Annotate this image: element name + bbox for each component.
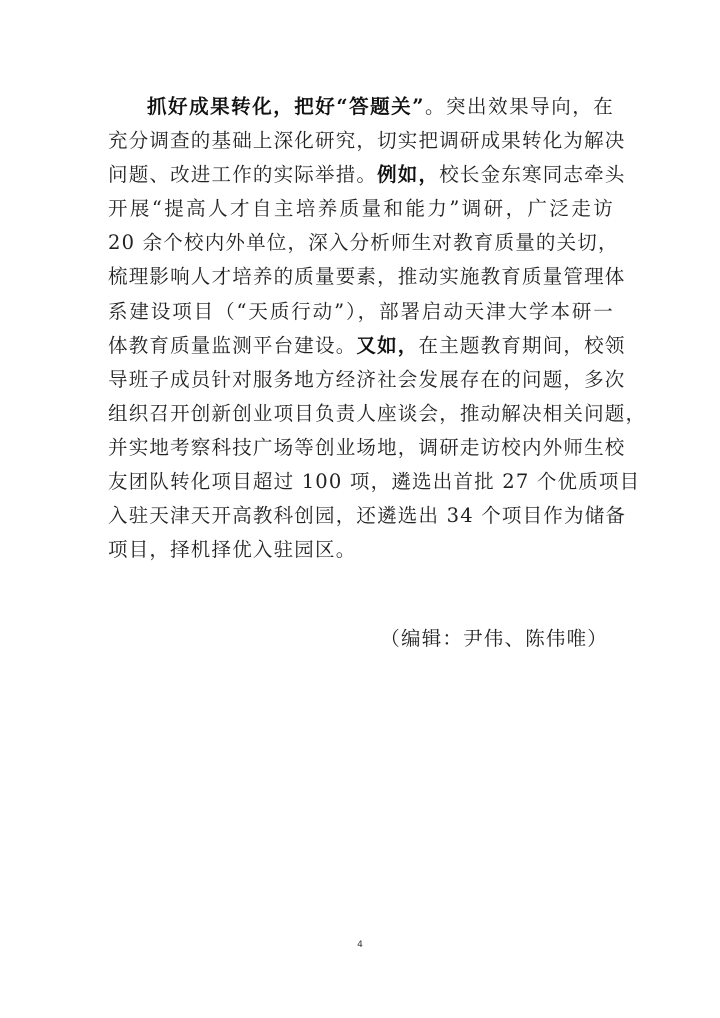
text-line [108,499,627,533]
text-line [108,329,626,363]
text-line [108,226,619,260]
bold-text-segment: 又如， [356,333,419,357]
text-segment: 导班子成员针对服务地方经济社会发展存在的问题，多次 [108,367,626,391]
text-segment: 充分调查的基础上深化研究，切实把调研成果转化为解决 [108,129,626,153]
text-segment: 友团队转化项目超过 100 项，遴选出首批 27 个优质项目 [108,470,641,494]
body-paragraph [108,90,647,567]
text-segment: 20 余个校内外单位，深入分析师生对教育质量的关切， [108,231,619,255]
text-line [108,363,626,397]
text-line [108,397,647,431]
text-segment: 系建设项目（“天质行动”），部署启动天津大学本研一 [108,299,614,323]
text-segment: 项目，择机择优入驻园区。 [108,538,357,562]
text-line [108,124,626,158]
text-line [108,192,614,226]
text-line [108,158,626,192]
text-segment: 并实地考察科技广场等创业场地，调研走访校内外师生校 [108,435,626,459]
editor-credit: （编辑：尹伟、陈伟唯） [380,627,608,650]
text-segment: 校长金东寒同志牵头 [439,163,626,187]
text-segment: 体教育质量监测平台建设。 [108,333,357,357]
bold-text-segment: 例如， [377,163,440,187]
text-segment: 。突出效果导向，在 [424,95,614,118]
text-segment: 入驻天津天开高教科创园，还遴选出 34 个项目作为储备 [108,504,627,528]
text-line [108,90,614,124]
text-line [108,431,626,465]
text-segment: 梳理影响人才培养的质量要素，推动实施教育质量管理体 [108,265,626,289]
text-segment: 问题、改进工作的实际举措。 [108,163,378,187]
text-line [108,260,626,294]
text-segment: 在主题教育期间，校领 [418,333,626,357]
bold-text-segment: 抓好成果转化，把好“答题关” [147,95,425,118]
text-segment: 开展“提高人才自主培养质量和能力”调研，广泛走访 [108,197,614,221]
text-line [108,465,641,499]
page-number: 4 [357,940,363,950]
text-line [108,533,614,567]
text-segment: 组织召开创新创业项目负责人座谈会，推动解决相关问题， [108,401,647,425]
text-line [108,295,614,329]
